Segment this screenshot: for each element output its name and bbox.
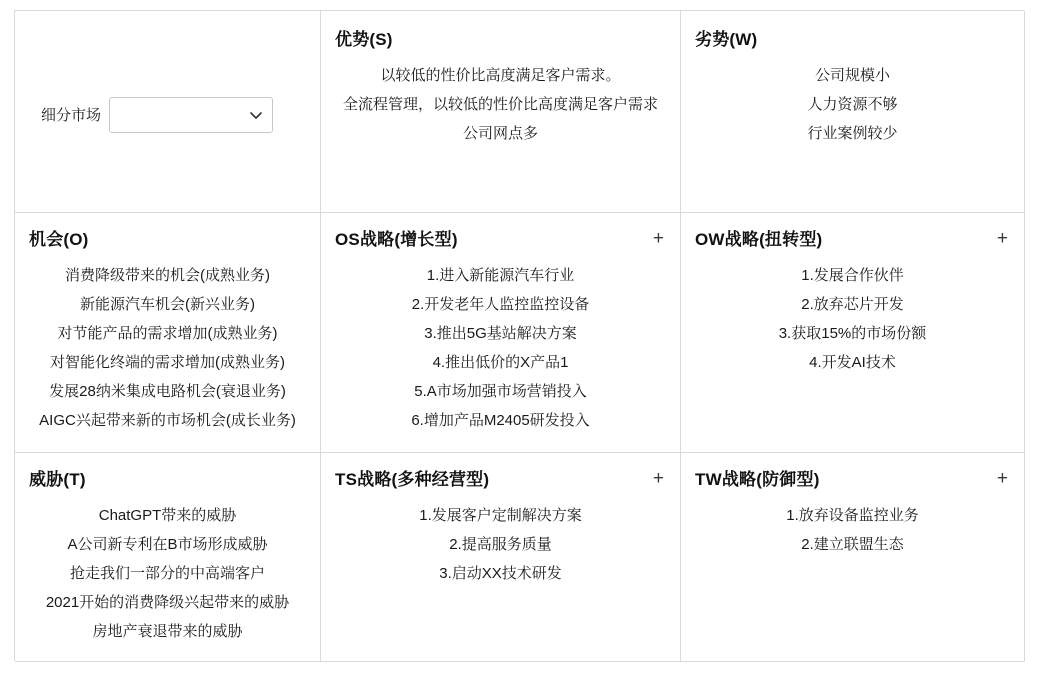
- list-item: 3.获取15%的市场份额: [778, 325, 927, 342]
- list-item: 1.进入新能源汽车行业: [426, 267, 575, 284]
- tw-strategy-cell: [681, 453, 1025, 662]
- ow-strategy-title: OW战略(扭转型): [695, 230, 823, 249]
- list-item: 对智能化终端的需求增加(成熟业务): [50, 354, 285, 371]
- list-item: 2.提高服务质量: [449, 536, 552, 553]
- list-item: 1.发展客户定制解决方案: [419, 507, 582, 524]
- segment-select[interactable]: [109, 97, 273, 133]
- plus-icon[interactable]: +: [996, 468, 1008, 489]
- list-item: 房地产衰退带来的威胁: [92, 623, 243, 640]
- list-item: A公司新专利在B市场形成威胁: [67, 536, 268, 553]
- os-strategy-title: OS战略(增长型): [335, 230, 458, 249]
- swot-matrix: [14, 10, 1024, 661]
- list-item: 人力资源不够: [807, 96, 898, 113]
- opportunities-list: [29, 261, 306, 435]
- list-item: 5.A市场加强市场营销投入: [414, 383, 587, 400]
- tw-strategy-title: TW战略(防御型): [695, 470, 820, 489]
- ow-strategy-header: [695, 229, 1010, 261]
- list-item: 新能源汽车机会(新兴业务): [80, 296, 255, 313]
- list-item: 公司规模小: [814, 67, 890, 84]
- strengths-title: 优势(S): [335, 30, 393, 49]
- list-item: 全流程管理，以较低的性价比高度满足客户需求: [342, 96, 658, 113]
- list-item: 1.发展合作伙伴: [801, 267, 904, 284]
- list-item: 4.开发AI技术: [809, 354, 896, 371]
- ts-strategy-title: TS战略(多种经营型): [335, 470, 490, 489]
- list-item: 公司网点多: [462, 125, 538, 142]
- threats-title: 威胁(T): [29, 470, 86, 489]
- list-item: 3.推出5G基站解决方案: [424, 325, 577, 342]
- weaknesses-list: [695, 61, 1010, 148]
- tw-strategy-list: [695, 501, 1010, 559]
- list-item: 2.建立联盟生态: [801, 536, 904, 553]
- list-item: 发展28纳米集成电路机会(衰退业务): [49, 383, 286, 400]
- list-item: 2.开发老年人监控监控设备: [411, 296, 590, 313]
- os-strategy-list: [335, 261, 666, 435]
- chevron-down-icon: [249, 108, 263, 122]
- ow-strategy-cell: [681, 213, 1025, 453]
- opportunities-title: 机会(O): [29, 230, 89, 249]
- ts-strategy-list: [335, 501, 666, 588]
- opportunities-cell: [15, 213, 321, 453]
- strengths-cell: [321, 11, 681, 213]
- ts-strategy-cell: [321, 453, 681, 662]
- os-strategy-cell: [321, 213, 681, 453]
- list-item: AIGC兴起带来新的市场机会(成长业务): [39, 412, 296, 429]
- segment-selector-cell: [15, 11, 321, 213]
- tw-strategy-header: [695, 469, 1010, 501]
- threats-cell: [15, 453, 321, 662]
- list-item: 抢走我们一部分的中高端客户: [69, 565, 265, 582]
- ow-strategy-list: [695, 261, 1010, 377]
- plus-icon[interactable]: +: [996, 228, 1008, 249]
- list-item: 以较低的性价比高度满足客户需求。: [380, 67, 621, 84]
- ts-strategy-header: [335, 469, 666, 501]
- list-item: 4.推出低价的X产品1: [432, 354, 569, 371]
- list-item: 2021开始的消费降级兴起带来的威胁: [45, 594, 290, 611]
- list-item: 3.启动XX技术研发: [439, 565, 562, 582]
- threats-list: [29, 501, 306, 646]
- plus-icon[interactable]: +: [652, 228, 664, 249]
- os-strategy-header: [335, 229, 666, 261]
- list-item: ChatGPT带来的威胁: [98, 507, 237, 524]
- list-item: 消费降级带来的机会(成熟业务): [65, 267, 270, 284]
- list-item: 对节能产品的需求增加(成熟业务): [57, 325, 278, 342]
- list-item: 1.放弃设备监控业务: [786, 507, 919, 524]
- list-item: 6.增加产品M2405研发投入: [411, 412, 590, 429]
- plus-icon[interactable]: +: [652, 468, 664, 489]
- list-item: 行业案例较少: [807, 125, 898, 142]
- list-item: 2.放弃芯片开发: [801, 296, 904, 313]
- strengths-list: [335, 61, 666, 148]
- weaknesses-cell: [681, 11, 1025, 213]
- segment-label: 细分市场: [41, 107, 102, 124]
- weaknesses-title: 劣势(W): [695, 30, 758, 49]
